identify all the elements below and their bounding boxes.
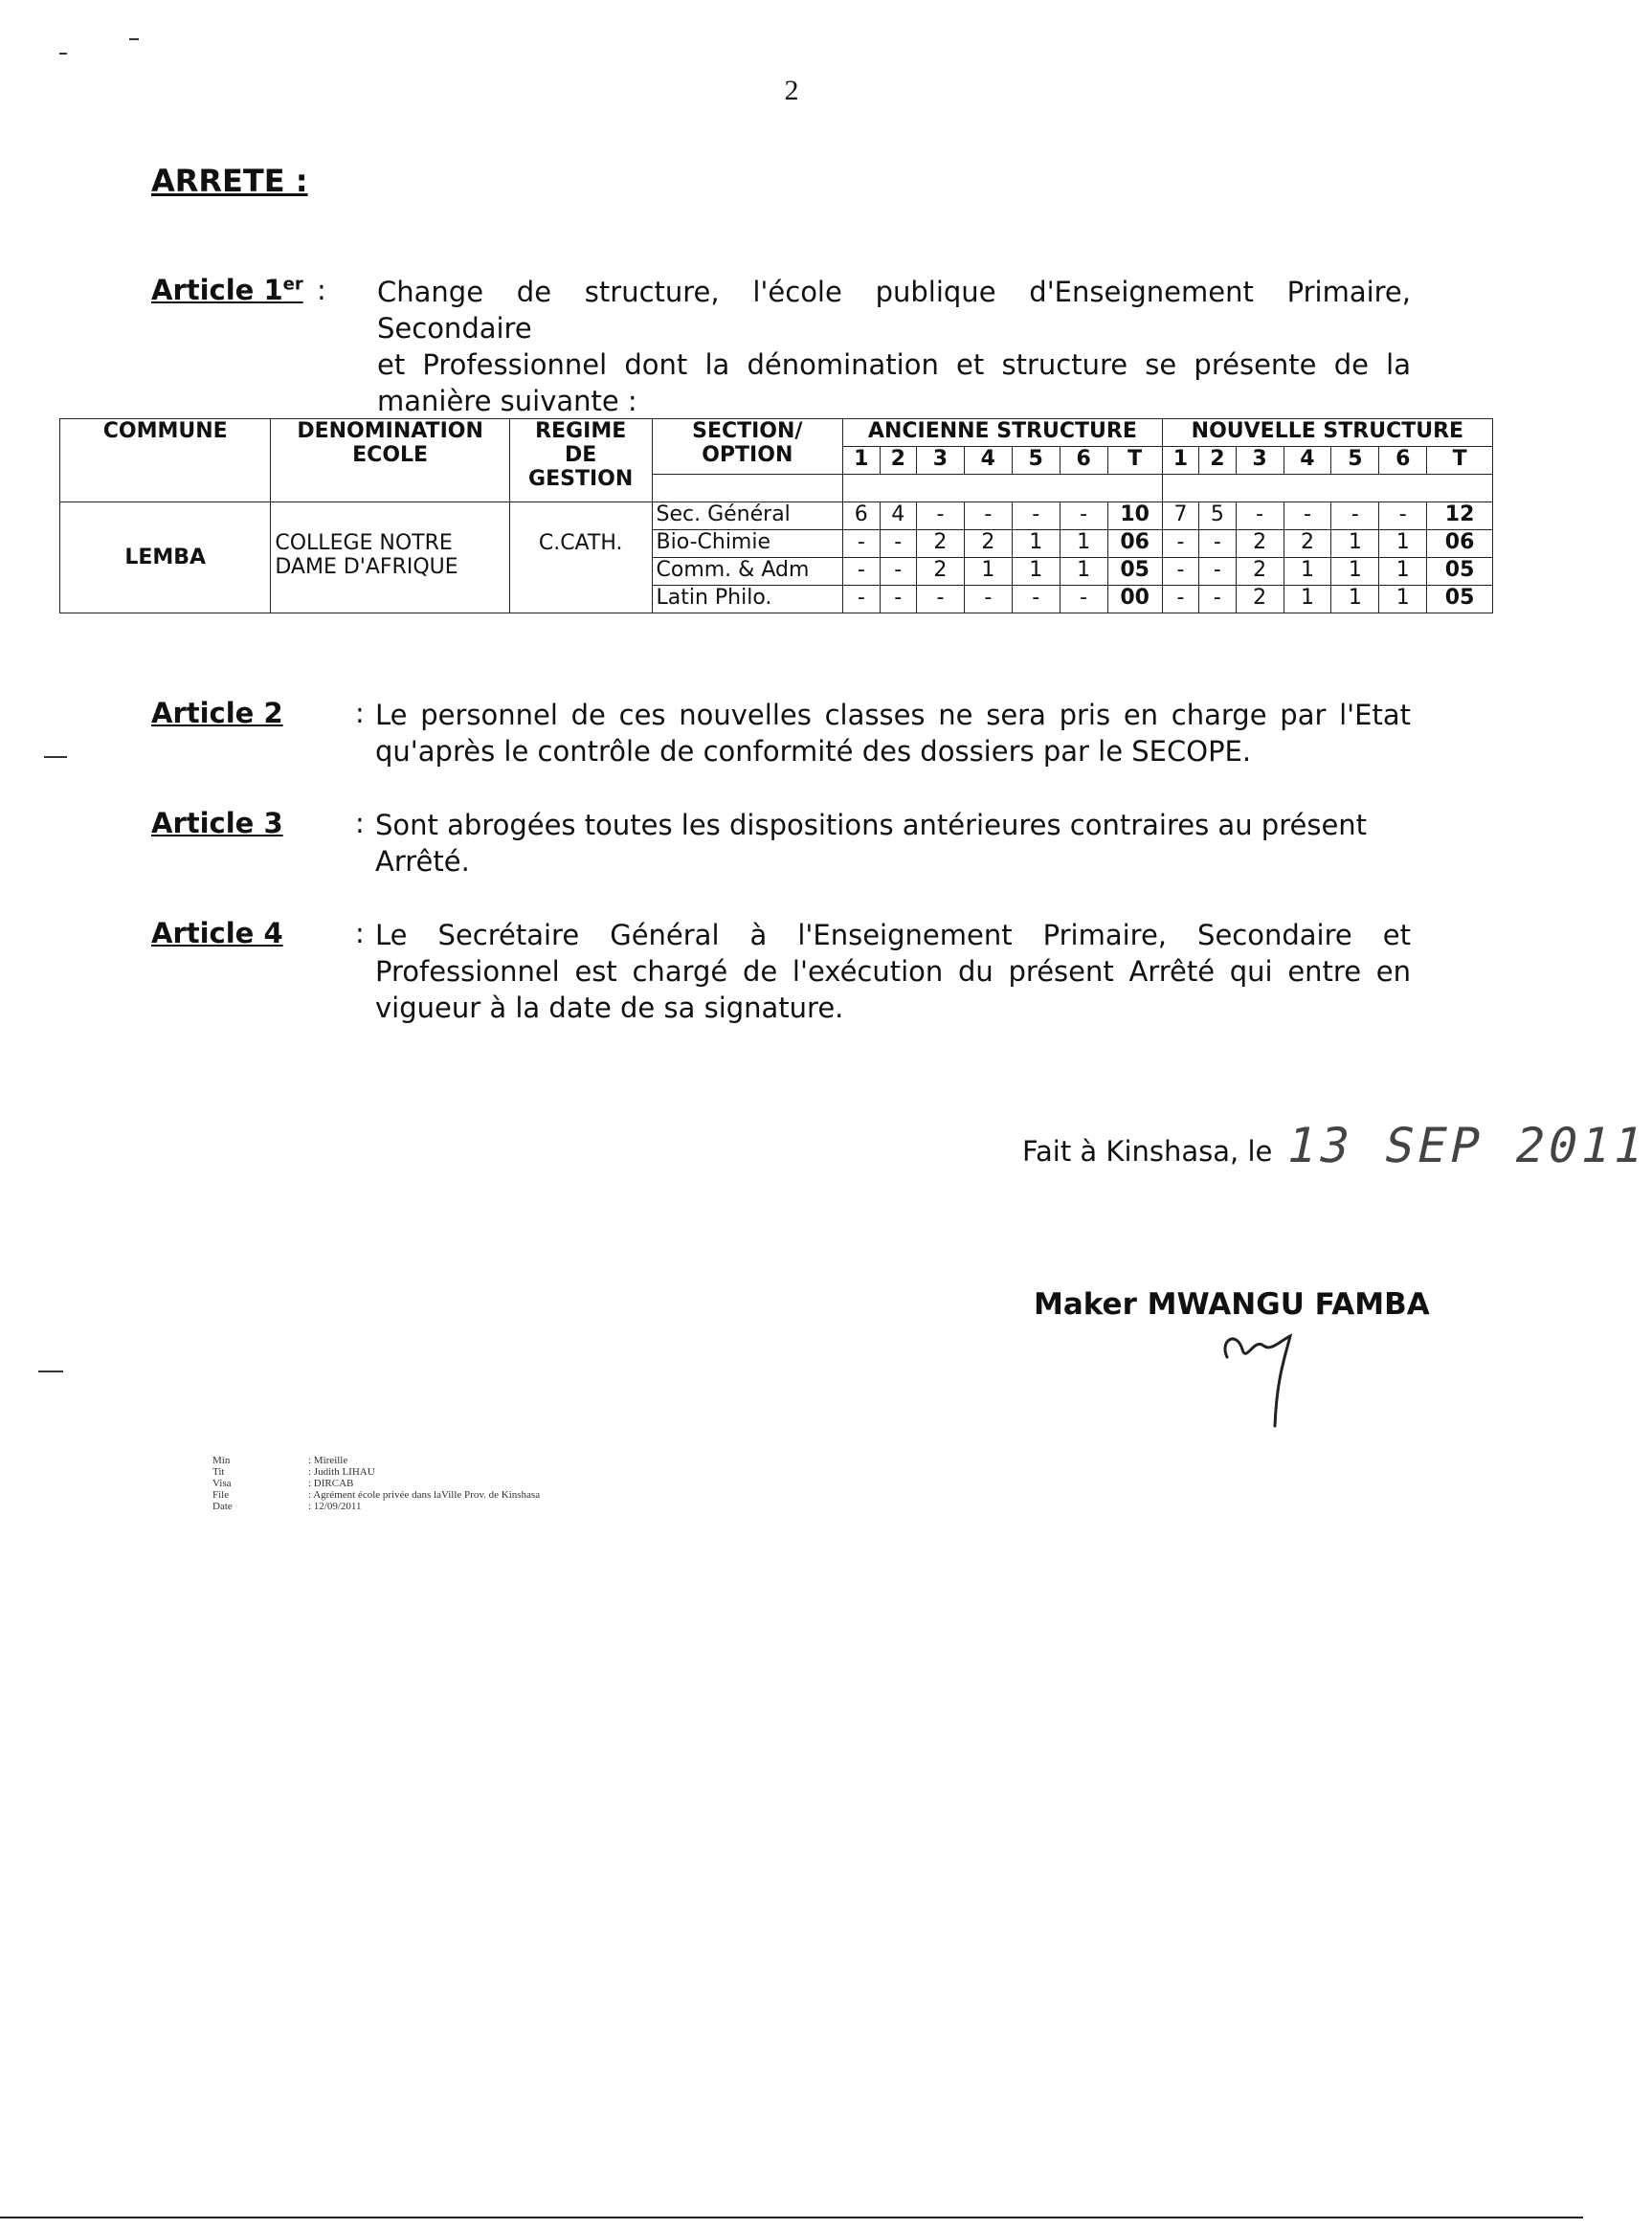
- header-regime-line1: REGIME: [535, 419, 627, 443]
- article-3-text: [375, 807, 1411, 880]
- reference-value: : Agrément école privée dans laVille Prov. de Kinshasa: [308, 1489, 541, 1501]
- decree-heading: ARRETE :: [151, 163, 308, 199]
- nouvelle-total: 05: [1427, 586, 1493, 613]
- article-3-line1: Sont abrogées toutes les dispositions antérieures contraires au présent: [375, 809, 1368, 841]
- ancienne-cell: 4: [880, 502, 916, 530]
- nouvelle-total: 06: [1427, 530, 1493, 558]
- reference-row: [212, 1455, 540, 1466]
- ancienne-cell: -: [1060, 502, 1107, 530]
- article-4-text: [375, 917, 1411, 1026]
- structure-table: [59, 418, 1493, 613]
- header-nouvelle-col: 3: [1236, 447, 1284, 475]
- ancienne-total: 00: [1107, 586, 1162, 613]
- header-nouvelle-col: 6: [1379, 447, 1427, 475]
- article-4-label: Article 4: [151, 917, 283, 949]
- section-cell: Sec. Général: [652, 502, 843, 530]
- header-nouvelle-col: 4: [1284, 447, 1331, 475]
- header-spacer: [843, 475, 1163, 502]
- ancienne-cell: -: [1012, 586, 1060, 613]
- header-section: [652, 419, 843, 475]
- nouvelle-total: 05: [1427, 558, 1493, 586]
- article-3-colon: :: [355, 807, 365, 839]
- nouvelle-cell: 5: [1199, 502, 1236, 530]
- article-2-line1: Le personnel de ces nouvelles classes ne sera pris en charge par l'Etat: [375, 699, 1411, 731]
- ancienne-cell: 1: [964, 558, 1012, 586]
- header-regime-line3: GESTION: [528, 467, 634, 491]
- table-row: [60, 502, 1493, 530]
- nouvelle-cell: 2: [1236, 530, 1284, 558]
- section-cell: Bio-Chimie: [652, 530, 843, 558]
- article-4-line1: Le Secrétaire Général à l'Enseignement Primaire, Secondaire et: [375, 919, 1411, 951]
- article-1-label-sup: er: [282, 274, 303, 295]
- reference-row: [212, 1478, 540, 1489]
- article-1-label-text: Article 1: [151, 274, 283, 306]
- ancienne-total: 10: [1107, 502, 1162, 530]
- article-2-rest: qu'après le contrôle de conformité des dossiers par le SECOPE.: [375, 735, 1252, 768]
- nouvelle-cell: -: [1199, 558, 1236, 586]
- header-ancienne-structure: ANCIENNE STRUCTURE: [843, 419, 1163, 447]
- article-3-label: Article 3: [151, 807, 283, 839]
- article-1-label: [151, 274, 303, 306]
- ancienne-cell: 2: [964, 530, 1012, 558]
- regime-cell: C.CATH.: [509, 502, 652, 613]
- header-ancienne-col: 4: [964, 447, 1012, 475]
- scan-mark: [129, 38, 139, 40]
- header-nouvelle-col: 5: [1331, 447, 1379, 475]
- reference-block: [212, 1455, 540, 1512]
- article-2-label: Article 2: [151, 697, 283, 729]
- reference-row: [212, 1501, 540, 1512]
- article-1-rest: et Professionnel dont la dénomination et structure se présente de la manière suivante :: [377, 348, 1411, 417]
- nouvelle-cell: -: [1199, 586, 1236, 613]
- header-ancienne-col: 2: [880, 447, 916, 475]
- signature-mark: [1216, 1321, 1321, 1436]
- nouvelle-cell: 1: [1379, 586, 1427, 613]
- reference-value: : Mireille: [308, 1455, 348, 1466]
- nouvelle-cell: 1: [1331, 586, 1379, 613]
- nouvelle-cell: -: [1199, 530, 1236, 558]
- ancienne-cell: 2: [916, 558, 964, 586]
- nouvelle-cell: 2: [1236, 558, 1284, 586]
- nouvelle-cell: -: [1236, 502, 1284, 530]
- reference-value: : 12/09/2011: [308, 1501, 362, 1512]
- reference-row: [212, 1466, 540, 1478]
- header-nouvelle-col: 2: [1199, 447, 1236, 475]
- nouvelle-cell: -: [1162, 558, 1198, 586]
- nouvelle-cell: 7: [1162, 502, 1198, 530]
- ancienne-cell: 1: [1012, 558, 1060, 586]
- nouvelle-cell: 2: [1284, 530, 1331, 558]
- article-2-text: [375, 697, 1411, 769]
- ancienne-cell: -: [843, 558, 880, 586]
- header-spacer: [1162, 475, 1492, 502]
- reference-label: Min: [212, 1455, 231, 1466]
- header-nouvelle-col: T: [1427, 447, 1493, 475]
- header-spacer: [652, 475, 843, 502]
- bottom-rule: [0, 2217, 1583, 2218]
- ancienne-cell: -: [880, 586, 916, 613]
- header-ancienne-col: T: [1107, 447, 1162, 475]
- reference-label: Date: [212, 1501, 233, 1512]
- nouvelle-cell: 1: [1284, 558, 1331, 586]
- header-nouvelle-structure: NOUVELLE STRUCTURE: [1162, 419, 1492, 447]
- header-nouvelle-col: 1: [1162, 447, 1198, 475]
- reference-label: File: [212, 1489, 230, 1501]
- nouvelle-cell: -: [1331, 502, 1379, 530]
- article-2-colon: :: [355, 697, 365, 729]
- article-1-colon: :: [317, 274, 326, 306]
- ancienne-cell: 1: [1060, 558, 1107, 586]
- ancienne-cell: 1: [1012, 530, 1060, 558]
- signatory-name: Maker MWANGU FAMBA: [1034, 1287, 1430, 1322]
- reference-value: : Judith LIHAU: [308, 1466, 375, 1478]
- ancienne-cell: -: [843, 530, 880, 558]
- article-4-rest: Professionnel est chargé de l'exécution du présent Arrêté qui entre en vigueur à la date de sa signature.: [375, 955, 1411, 1024]
- article-1-text: [377, 274, 1411, 419]
- nouvelle-cell: -: [1162, 586, 1198, 613]
- reference-value: : DIRCAB: [308, 1478, 354, 1489]
- ancienne-cell: -: [880, 530, 916, 558]
- reference-row: [212, 1489, 540, 1501]
- nouvelle-cell: 1: [1379, 530, 1427, 558]
- nouvelle-cell: -: [1162, 530, 1198, 558]
- place-date: Fait à Kinshasa, le: [1022, 1135, 1273, 1168]
- ancienne-cell: 1: [1060, 530, 1107, 558]
- nouvelle-cell: 1: [1284, 586, 1331, 613]
- header-commune: COMMUNE: [60, 419, 271, 502]
- header-ancienne-col: 5: [1012, 447, 1060, 475]
- scan-mark: [38, 1371, 63, 1372]
- denomination-cell: COLLEGE NOTRE DAME D'AFRIQUE: [271, 502, 509, 613]
- nouvelle-cell: 1: [1379, 558, 1427, 586]
- nouvelle-total: 12: [1427, 502, 1493, 530]
- article-3-rest: Arrêté.: [375, 845, 470, 878]
- ancienne-total: 06: [1107, 530, 1162, 558]
- nouvelle-cell: 1: [1331, 558, 1379, 586]
- header-denomination-line2: ECOLE: [352, 443, 429, 467]
- nouvelle-cell: -: [1379, 502, 1427, 530]
- ancienne-cell: -: [964, 502, 1012, 530]
- reference-label: Tit: [212, 1466, 225, 1478]
- ancienne-cell: -: [916, 586, 964, 613]
- page-number: 2: [784, 75, 799, 106]
- header-regime-line2: DE: [565, 443, 597, 467]
- scan-mark: [59, 53, 67, 55]
- scan-mark: [44, 756, 67, 758]
- header-ancienne-col: 3: [916, 447, 964, 475]
- ancienne-cell: -: [964, 586, 1012, 613]
- article-4-colon: :: [355, 917, 365, 949]
- header-ancienne-col: 6: [1060, 447, 1107, 475]
- ancienne-cell: -: [1060, 586, 1107, 613]
- ancienne-cell: -: [843, 586, 880, 613]
- header-denomination: [271, 419, 509, 502]
- ancienne-cell: -: [1012, 502, 1060, 530]
- ancienne-cell: -: [916, 502, 964, 530]
- nouvelle-cell: 2: [1236, 586, 1284, 613]
- ancienne-cell: 2: [916, 530, 964, 558]
- ancienne-cell: 6: [843, 502, 880, 530]
- header-regime: [509, 419, 652, 502]
- commune-cell: LEMBA: [60, 502, 271, 613]
- header-denomination-line1: DENOMINATION: [297, 419, 483, 443]
- nouvelle-cell: -: [1284, 502, 1331, 530]
- section-cell: Latin Philo.: [652, 586, 843, 613]
- ancienne-total: 05: [1107, 558, 1162, 586]
- ancienne-cell: -: [880, 558, 916, 586]
- header-section-line1: SECTION/: [692, 419, 803, 443]
- nouvelle-cell: 1: [1331, 530, 1379, 558]
- date-stamp: 13 SEP 2011: [1281, 1118, 1652, 1173]
- header-section-line2: OPTION: [702, 443, 793, 467]
- header-ancienne-col: 1: [843, 447, 880, 475]
- reference-label: Visa: [212, 1478, 232, 1489]
- section-cell: Comm. & Adm: [652, 558, 843, 586]
- article-1-line1: Change de structure, l'école publique d'Enseignement Primaire, Secondaire: [377, 276, 1411, 345]
